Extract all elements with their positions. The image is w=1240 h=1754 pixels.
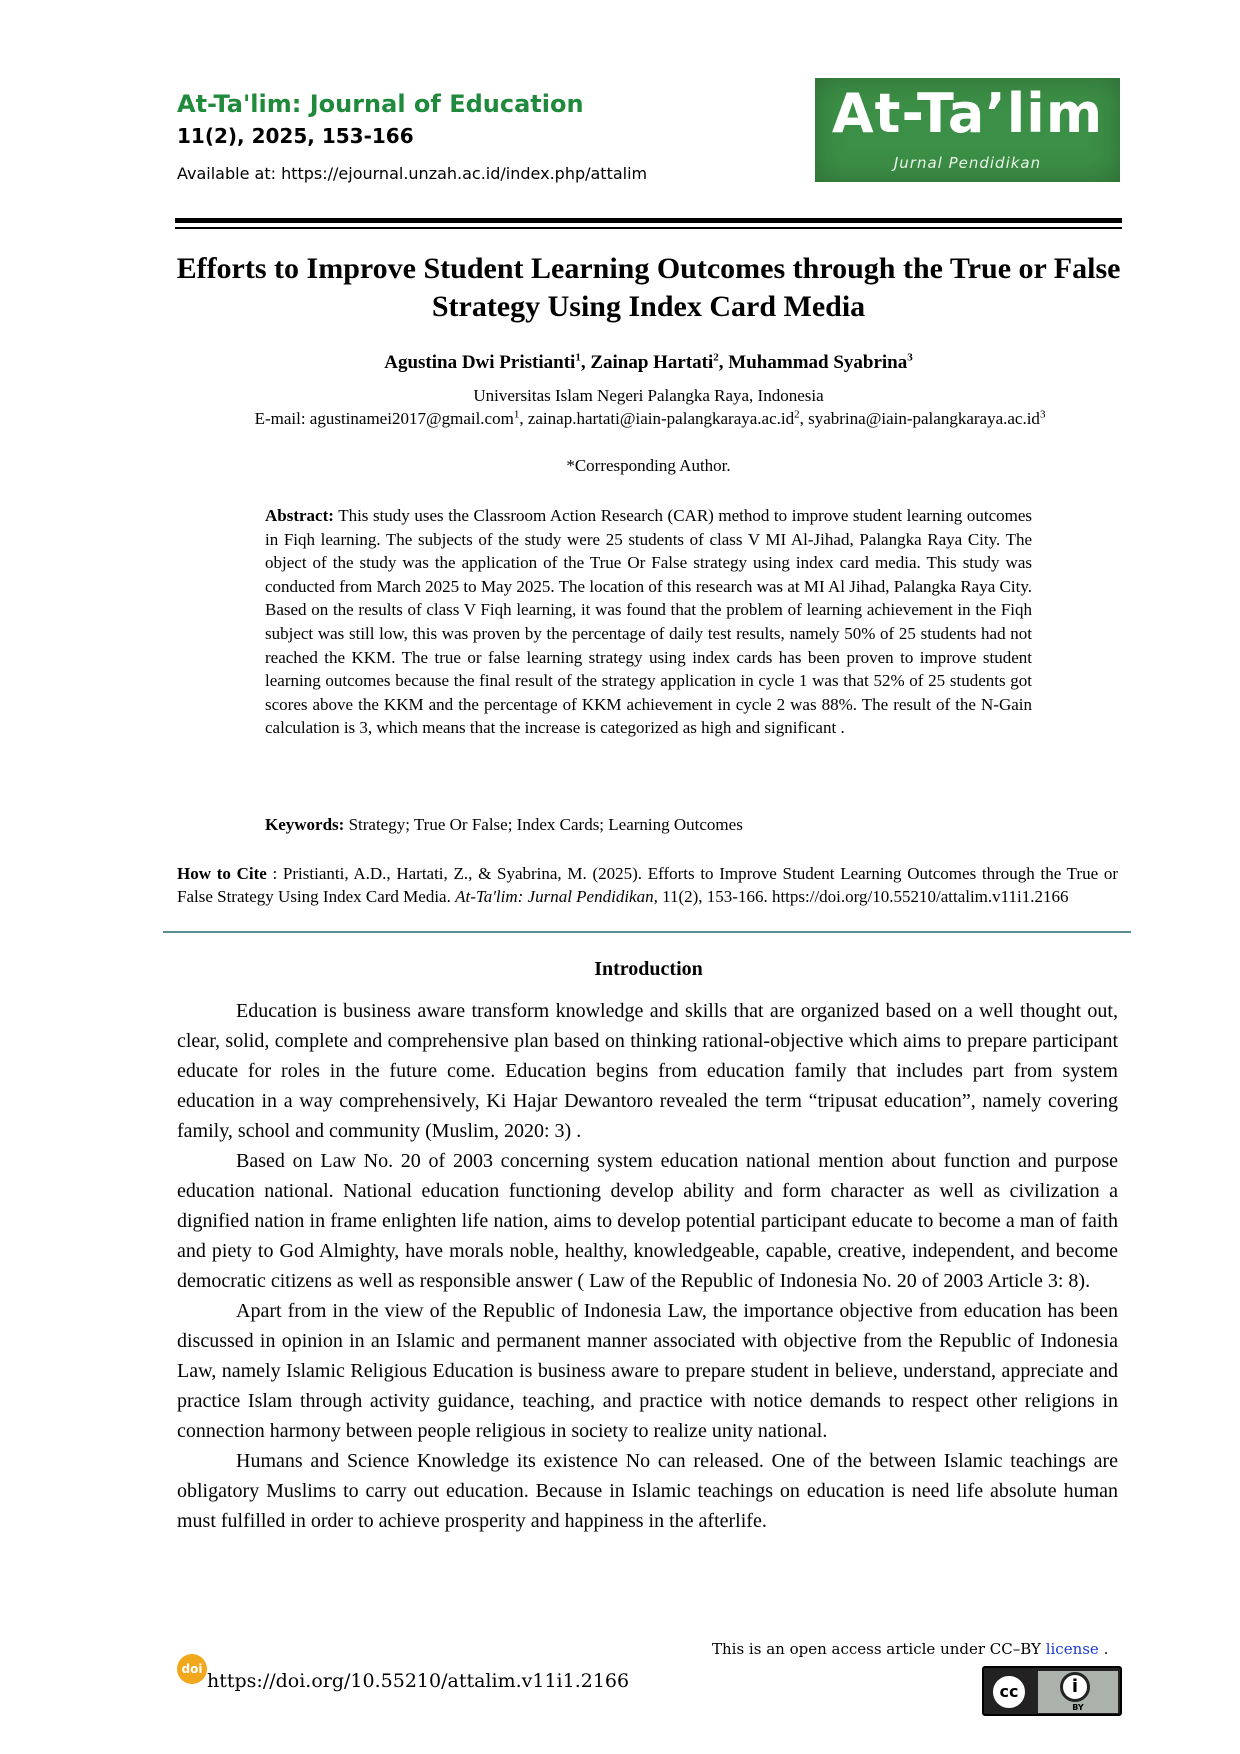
author-affiliation: Universitas Islam Negeri Palangka Raya, Indonesia (473, 386, 824, 405)
cite-divider (163, 931, 1131, 933)
body-paragraph: Humans and Science Knowledge its existence No can released. One of the between Islamic teachings are obligatory Muslims to carry out education. Because in Islamic teachings on education is need life absolute human must fulfilled in order to achieve prosperity and happiness in the afterlife. (177, 1450, 1118, 1532)
cite-text: Pristianti, A.D., Hartati, Z., & Syabrina, M. (2025). Efforts to Improve Student Learning Outcomes through the True or False Strategy Using Index Card Media. (177, 864, 1118, 906)
body-paragraph: Based on Law No. 20 of 2003 concerning system education national mention about function and purpose education national. National education functioning develop ability and form character as well as civilization a dignified nation in frame enlighten life nation, aims to develop potential participant educate to become a man of faith and piety to God Almighty, have morals noble, healthy, knowledgeable, capable, creative, independent, and become democratic citizens as well as responsible answer ( Law of the Republic of Indonesia No. 20 of 2003 Article 3: 8). (177, 1150, 1118, 1292)
license-text: This is an open access article under CC–BY (712, 1640, 1046, 1658)
journal-name: At-Ta'lim: Journal of Education (177, 90, 584, 118)
journal-url[interactable]: Available at: https://ejournal.unzah.ac.id/index.php/attalim (177, 164, 648, 183)
cc-by-license-badge[interactable] (982, 1666, 1122, 1716)
corresponding-author-note: *Corresponding Author. (566, 456, 731, 475)
keywords-label: Keywords: (265, 815, 345, 834)
introduction-body (177, 996, 1118, 1536)
author-name: Agustina Dwi Pristianti (384, 352, 576, 373)
keywords (265, 815, 1032, 835)
cite-tail: 11(2), 153-166. https://doi.org/10.55210/attalim.v11i1.2166 (657, 887, 1069, 906)
author-name: Zainap Hartati (590, 352, 714, 373)
author-affiliation-mark: 3 (907, 351, 913, 364)
cc-icon: cc (990, 1673, 1028, 1711)
doi-icon: doi (177, 1654, 207, 1684)
body-paragraph: Education is business aware transform knowledge and skills that are organized based on a well thought out, clear, solid, complete and comprehensive plan based on thinking rational-objective which aims to prepare participant educate for roles in the future come. Education begins from education family that includes part from system education in a way comprehensively, Ki Hajar Dewantoro revealed the term “tripusat education”, namely covering family, school and community (Muslim, 2020: 3) . (177, 1000, 1118, 1142)
journal-logo (815, 78, 1120, 182)
cite-label: How to Cite (177, 864, 267, 883)
abstract-text: This study uses the Classroom Action Research (CAR) method to improve student learning outcomes in Fiqh learning. The subjects of the study were 25 students of class V MI Al-Jihad, Palangka Raya City. The object of the study was the application of the True Or False strategy using index card media. This study was conducted from March 2025 to May 2025. The location of this research was at MI Al Jihad, Palangka Raya City. Based on the results of class V Fiqh learning, it was found that the problem of learning achievement in the Fiqh subject was still low, this was proven by the percentage of daily test results, namely 50% of 25 students had not reached the KKM. The true or false learning strategy using index cards has been proven to improve student learning outcomes because the final result of the strategy application in cycle 1 was that 52% of 25 students got scores above the KKM and the percentage of KKM achievement in cycle 2 was 88%. The result of the N-Gain calculation is 3, which means that the increase is categorized as high and significant . (265, 506, 1033, 738)
email-mark: 1 (513, 408, 520, 421)
body-paragraph: Apart from in the view of the Republic of Indonesia Law, the importance objective from education has been discussed in opinion in an Islamic and permanent manner associated with objective from the Republic of Indonesia Law, namely Islamic Religious Education is business aware to prepare student in believe, understand, appreciate and practice Islam through activity guidance, teaching, and practice with notice demands to respect other religions in connection harmony between people religious in society to realize unity national. (177, 1300, 1118, 1442)
journal-volume: 11(2), 2025, 153-166 (177, 124, 414, 148)
email-link[interactable]: syabrina@iain-palangkaraya.ac.id (808, 409, 1040, 428)
author-affiliation-mark: 1 (575, 351, 581, 364)
attribution-icon: i (1060, 1672, 1090, 1702)
keywords-text: Strategy; True Or False; Index Cards; Learning Outcomes (348, 815, 743, 834)
by-label: BY (1072, 1703, 1084, 1712)
author-list: Agustina Dwi Pristianti$^1$, Zainap Hartati$^2$, Muhammad Syabrina$^3$ (384, 351, 913, 373)
by-panel (1038, 1671, 1118, 1713)
cite-separator: : (266, 864, 283, 883)
license-end: . (1098, 1640, 1109, 1658)
article-title: Efforts to Improve Student Learning Outcomes through the True or False Strategy Using Index Card Media (176, 252, 1121, 323)
email-mark: 3 (1039, 408, 1046, 421)
abstract-label: Abstract: (265, 506, 334, 525)
license-note (712, 1640, 1108, 1658)
author-name: Muhammad Syabrina (728, 352, 908, 373)
logo-title: At-Ta’lim (831, 82, 1104, 145)
footer-doi-link[interactable]: https://doi.org/10.55210/attalim.v11i1.2166 (207, 1670, 630, 1692)
section-heading-introduction: Introduction (594, 958, 703, 980)
header-divider-thin (175, 227, 1122, 229)
logo-subtitle: Jurnal Pendidikan (893, 154, 1042, 172)
abstract (265, 504, 1032, 740)
cite-journal: At-Ta'lim: Jurnal Pendidikan, (455, 887, 658, 906)
email-link[interactable]: zainap.hartati@iain-palangkaraya.ac.id (527, 409, 795, 428)
author-emails: E-mail: agustinamei2017@gmail.com$^1$, $zainap.hartati@iain-palangkaraya.ac.id^2$, $syabrina@iain-palangkaraya.ac.id^3$ (254, 408, 1046, 428)
license-link[interactable]: license (1045, 1640, 1099, 1658)
author-affiliation-mark: 2 (713, 351, 719, 364)
how-to-cite (177, 862, 1118, 908)
email-mark: 2 (794, 408, 800, 421)
email-label: E-mail: (254, 409, 310, 428)
email-link[interactable]: agustinamei2017@gmail.com (309, 409, 514, 428)
header-divider-thick (175, 218, 1122, 223)
